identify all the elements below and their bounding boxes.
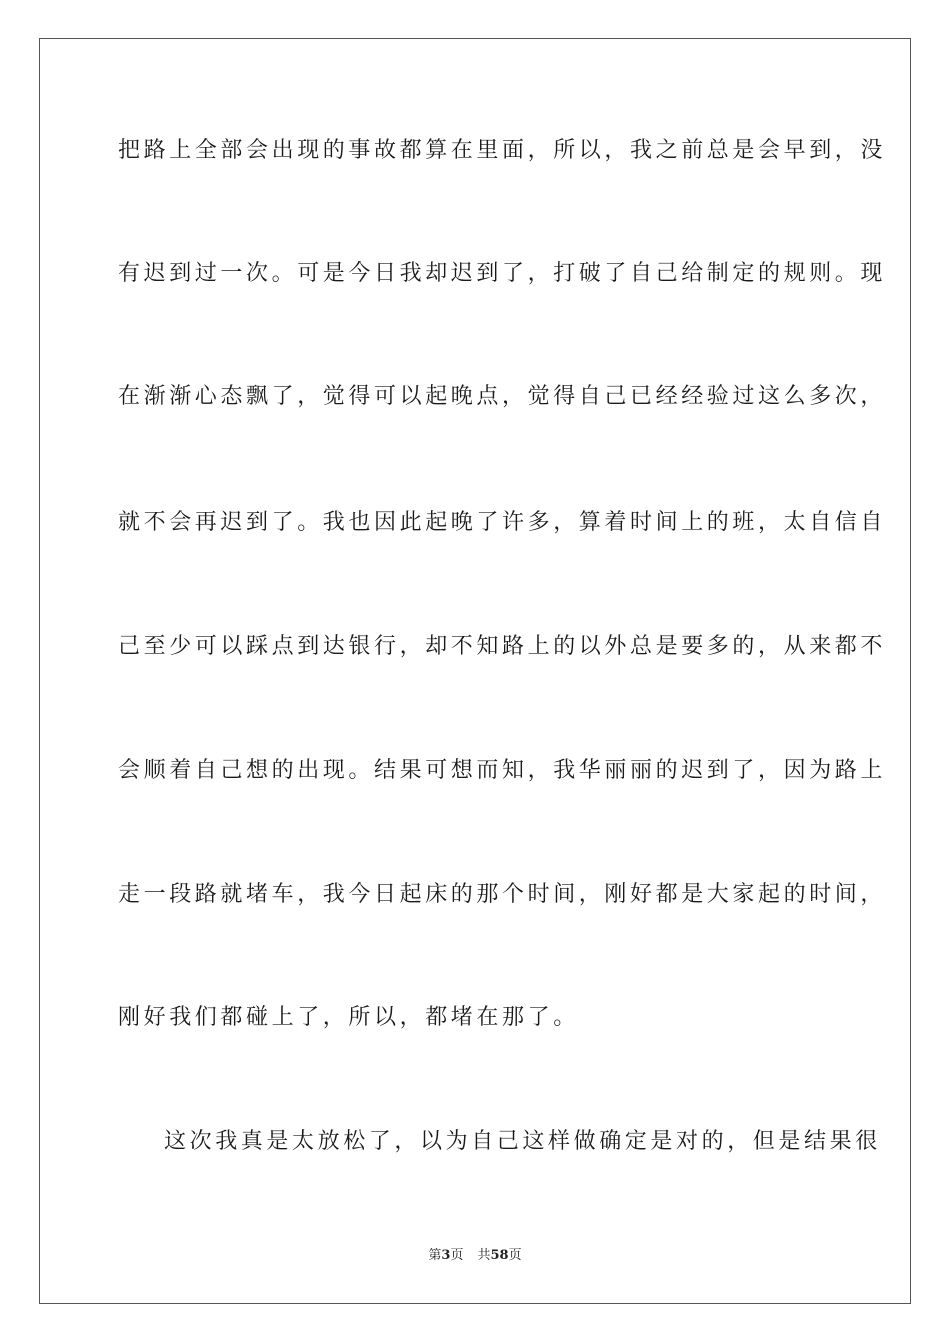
total-pages: 58 xyxy=(490,1248,509,1263)
page-footer xyxy=(0,1246,950,1266)
text-line-9: 这次我真是太放松了，以为自己这样做确定是对的，但是结果很 xyxy=(164,1129,881,1154)
text-line-5: 己至少可以踩点到达银行，却不知路上的以外总是要多的，从来都不 xyxy=(118,634,887,659)
text-line-4: 就不会再迟到了。我也因此起晚了许多，算着时间上的班，太自信自 xyxy=(118,510,887,535)
page-prefix: 第 xyxy=(428,1248,442,1263)
page-suffix: 页 xyxy=(450,1248,464,1263)
total-prefix: 共 xyxy=(477,1248,491,1263)
text-line-2: 有迟到过一次。可是今日我却迟到了，打破了自己给制定的规则。现 xyxy=(118,261,887,286)
text-line-3: 在渐渐心态飘了，觉得可以起晚点，觉得自己已经经验过这么多次， xyxy=(118,384,887,409)
text-line-1: 把路上全部会出现的事故都算在里面，所以，我之前总是会早到，没 xyxy=(118,138,887,163)
text-line-8: 刚好我们都碰上了，所以，都堵在那了。 xyxy=(118,1005,579,1030)
page-border xyxy=(39,38,911,1304)
page-number: 3 xyxy=(441,1248,451,1263)
text-line-7: 走一段路就堵车，我今日起床的那个时间，刚好都是大家起的时间， xyxy=(118,882,887,907)
text-line-6: 会顺着自己想的出现。结果可想而知，我华丽丽的迟到了，因为路上 xyxy=(118,758,887,783)
total-suffix: 页 xyxy=(508,1248,522,1263)
